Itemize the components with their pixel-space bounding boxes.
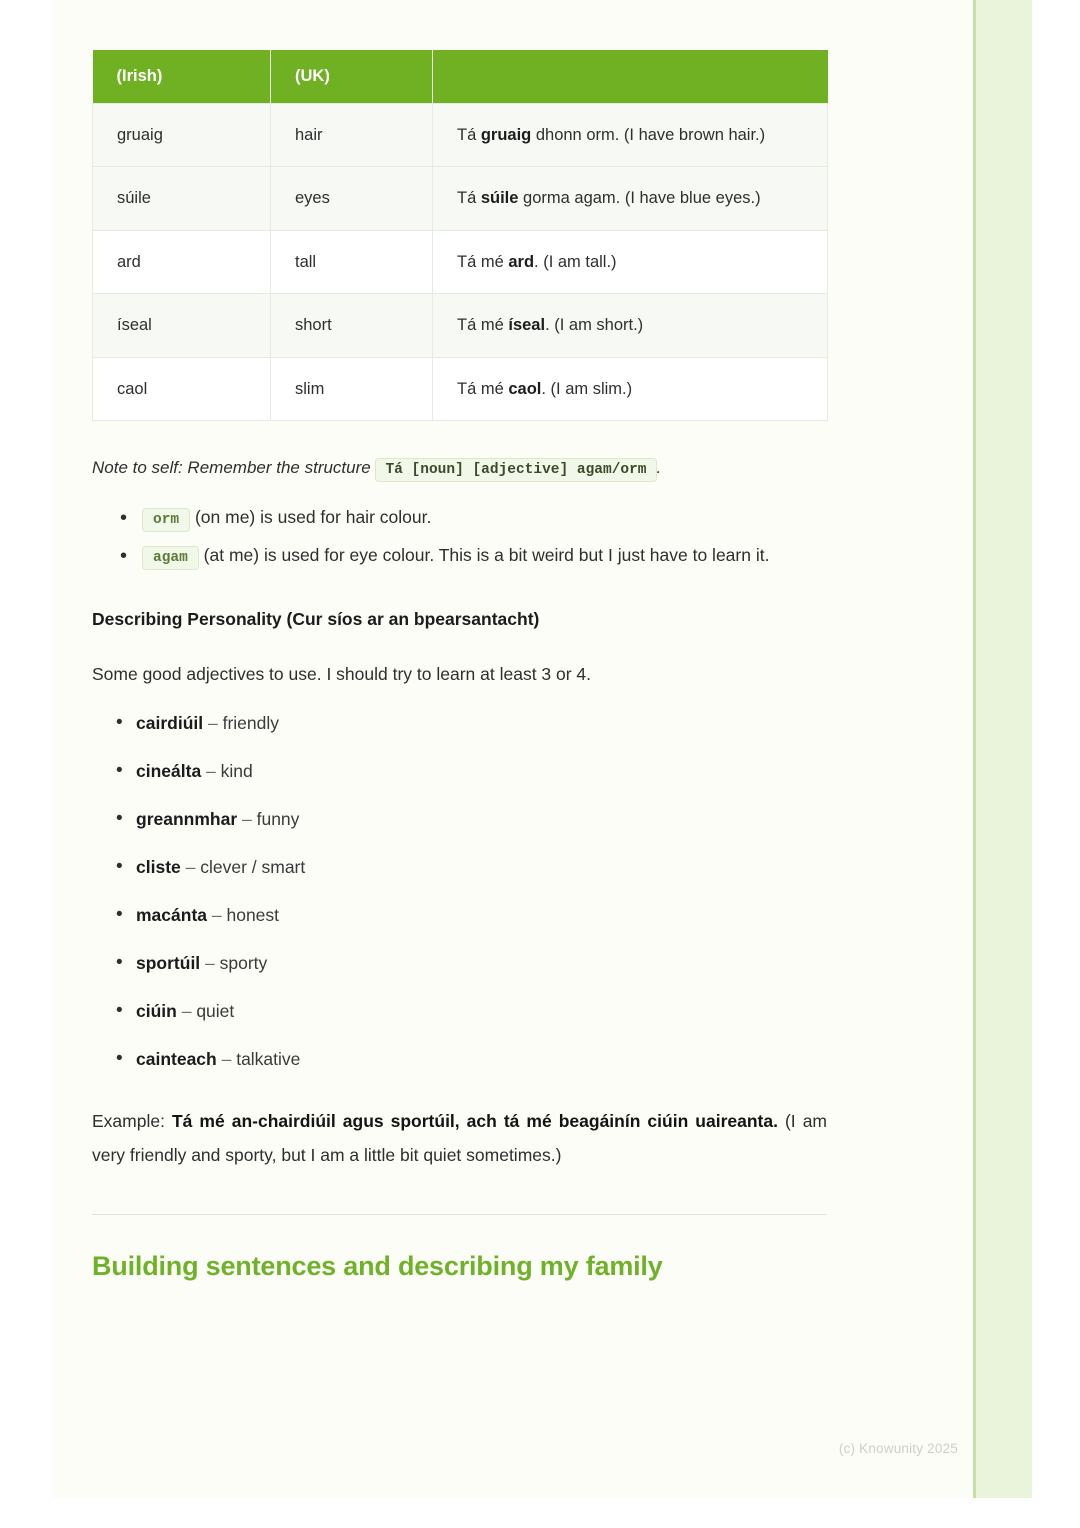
personality-intro: Some good adjectives to use. I should try to learn at least 3 or 4. [92,663,592,684]
structure-code-snippet: Tá [noun] [adjective] agam/orm [375,458,656,482]
table-row [93,230,828,293]
adjective-term: sportúil [136,953,201,974]
list-item: • macánta – honest [136,902,827,929]
example-suffix: . (I am tall.) [534,252,617,271]
column-header-example [433,50,828,104]
code-orm: orm [142,508,190,532]
example-suffix: . (I am slim.) [541,379,633,398]
cell-irish: caol [93,357,271,420]
example-irish-sentence: Tá mé an-chairdiúil agus sportúil, ach tá mé beagáinín ciúin uaireanta. [171,1110,778,1131]
list-item: • cainteach – talkative [136,1046,827,1073]
example-label: Example: [92,1110,172,1131]
adjective-meaning: kind [220,760,253,781]
list-item: • cairdiúil – friendly [136,710,827,737]
example-prefix: Tá mé [457,316,509,335]
table-row [93,294,828,357]
document-content [92,50,827,1282]
cell-irish: ard [93,230,271,293]
adjective-meaning: honest [226,905,280,926]
code-agam: agam [142,546,199,570]
example-prefix: Tá [457,126,481,144]
example-keyword: súile [480,189,519,208]
note-text-before: Note to self: Remember the structure [92,457,376,477]
adjective-term: greannmhar [136,808,238,829]
cell-uk: slim [271,357,433,420]
example-suffix: dhonn orm. (I have brown hair.) [531,126,766,144]
cell-example [433,167,828,230]
table-row [93,357,828,420]
adjective-meaning: quiet [196,1001,235,1022]
bullet-text: (at me) is used for eye colour. This is a bit weird but I just have to learn it. [198,545,770,566]
list-item [120,538,827,572]
adjective-meaning: funny [256,808,300,829]
preposition-notes-list [92,500,827,573]
list-item: • greannmhar – funny [136,806,827,833]
cell-uk: hair [271,104,433,167]
list-item: • cineálta – kind [136,758,827,785]
example-suffix: . (I am short.) [545,316,644,335]
watermark: (c) Knowunity 2025 [838,1441,958,1456]
cell-irish: súile [93,167,271,230]
page-edge-strip [973,0,1032,1498]
cell-irish: íseal [93,294,271,357]
section-divider [92,1214,827,1215]
list-item: • cliste – clever / smart [136,854,827,881]
table-header-row [93,50,828,104]
table-row [93,167,828,230]
adjective-meaning: sporty [219,953,268,974]
adjective-meaning: talkative [236,1049,301,1070]
cell-uk: eyes [271,167,433,230]
example-prefix: Tá [457,189,481,208]
adjective-meaning: clever / smart [200,856,306,877]
example-keyword: íseal [508,316,546,335]
table-row [93,104,828,167]
adjective-term: cainteach [136,1049,217,1070]
adjective-term: cliste [136,856,181,877]
example-sentence [92,1104,827,1172]
adjective-term: cairdiúil [136,712,204,733]
example-keyword: caol [508,379,542,398]
note-to-self [92,454,827,482]
example-prefix: Tá mé [457,379,509,398]
vocabulary-table [92,50,828,421]
list-item: • sportúil – sporty [136,950,827,977]
personality-adjectives-list [92,710,827,1074]
cell-uk: short [271,294,433,357]
section-heading-next: Building sentences and describing my family [92,1250,663,1281]
cell-example [433,357,828,420]
cell-example [433,230,828,293]
cell-irish: gruaig [93,104,271,167]
bullet-text: (on me) is used for hair colour. [190,507,432,528]
adjective-term: cineálta [136,760,202,781]
example-english-translation: (I am very friendly and sporty, but I am a little bit quiet sometimes.) [92,1110,828,1165]
section-heading-personality: Describing Personality (Cur síos ar an bpearsantacht) [92,608,540,629]
adjective-meaning: friendly [222,712,279,733]
cell-uk: tall [271,230,433,293]
note-text-after: . [656,457,662,477]
example-keyword: gruaig [480,126,532,144]
document-page [52,0,1032,1498]
column-header-irish: (Irish) [93,50,271,104]
example-keyword: ard [508,252,535,271]
example-prefix: Tá mé [457,252,509,271]
example-suffix: gorma agam. (I have blue eyes.) [518,189,761,208]
column-header-uk: (UK) [271,50,433,104]
list-item [120,500,827,534]
cell-example [433,104,828,167]
list-item: • ciúin – quiet [136,998,827,1025]
adjective-term: ciúin [136,1001,177,1022]
cell-example [433,294,828,357]
adjective-term: macánta [136,905,208,926]
